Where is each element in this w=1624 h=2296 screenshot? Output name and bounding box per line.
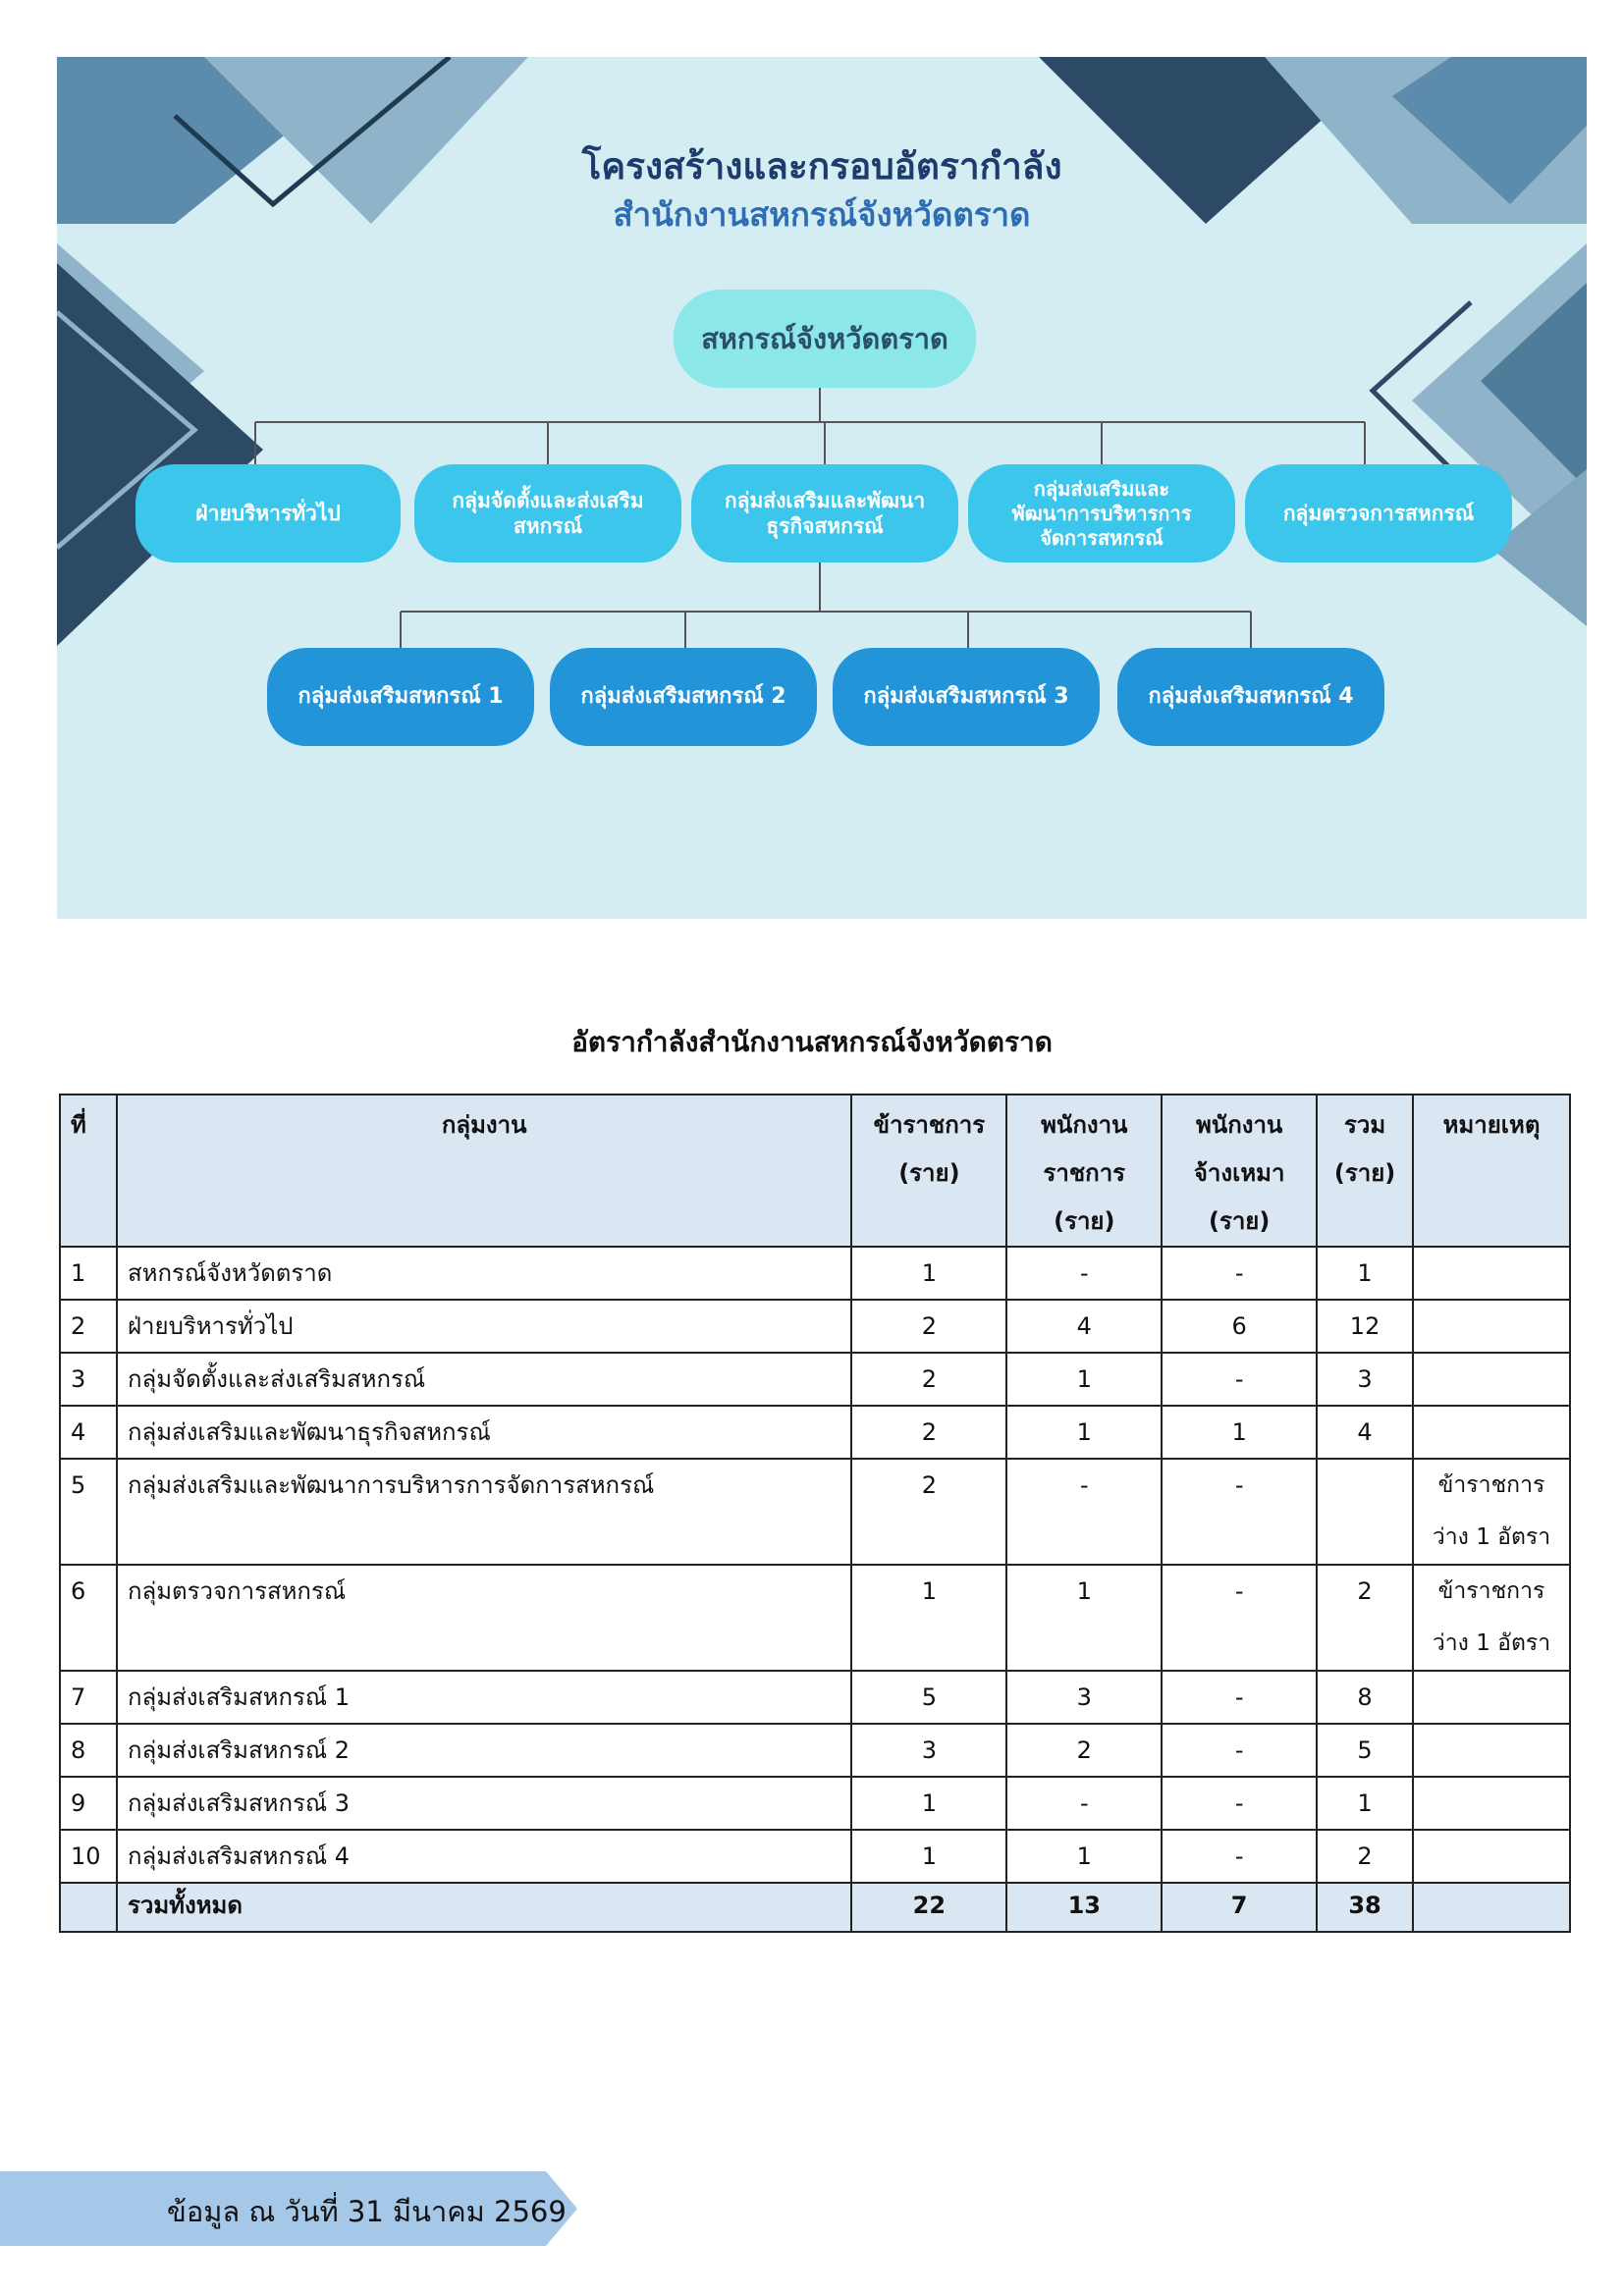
cell-total: 8 [1317,1671,1413,1724]
org-node-promotion-3: กลุ่มส่งเสริมสหกรณ์ 3 [833,648,1100,746]
cell-total: 5 [1317,1724,1413,1777]
cell-total: 12 [1317,1300,1413,1353]
cell-no: 6 [60,1565,117,1671]
cell-contract: - [1162,1830,1317,1883]
cell-contract: - [1162,1353,1317,1406]
cell-total: 4 [1317,1406,1413,1459]
cell-note [1413,1777,1570,1830]
total-note [1413,1883,1570,1932]
header-total: รวม (ราย) [1317,1095,1413,1247]
table-total-row [60,1883,1570,1932]
cell-gov-employees: 4 [1006,1300,1162,1353]
cell-contract: 6 [1162,1300,1317,1353]
cell-officials: 3 [851,1724,1006,1777]
cell-officials: 1 [851,1830,1006,1883]
cell-officials: 2 [851,1353,1006,1406]
table-header-row [60,1095,1570,1247]
cell-group: ฝ่ายบริหารทั่วไป [117,1300,851,1353]
cell-group: กลุ่มส่งเสริมสหกรณ์ 1 [117,1671,851,1724]
cell-no: 7 [60,1671,117,1724]
table-title: อัตรากำลังสำนักงานสหกรณ์จังหวัดตราด [571,1026,1053,1058]
org-node-inspection: กลุ่มตรวจการสหกรณ์ [1245,464,1512,562]
table-row [60,1459,1570,1565]
chart-subtitle: สำนักงานสหกรณ์จังหวัดตราด [613,195,1031,234]
cell-contract: 1 [1162,1406,1317,1459]
cell-no [60,1883,117,1932]
cell-note [1413,1724,1570,1777]
cell-note [1413,1300,1570,1353]
table-row [60,1247,1570,1300]
cell-officials: 1 [851,1247,1006,1300]
cell-total [1317,1459,1413,1565]
cell-officials: 1 [851,1565,1006,1671]
table-row [60,1565,1570,1671]
cell-contract: - [1162,1671,1317,1724]
cell-group: กลุ่มจัดตั้งและส่งเสริมสหกรณ์ [117,1353,851,1406]
org-node-general-admin: ฝ่ายบริหารทั่วไป [135,464,401,562]
cell-no: 5 [60,1459,117,1565]
cell-no: 4 [60,1406,117,1459]
cell-note [1413,1353,1570,1406]
table-row [60,1300,1570,1353]
header-contract: พนักงาน จ้างเหมา (ราย) [1162,1095,1317,1247]
cell-gov-employees: 3 [1006,1671,1162,1724]
cell-contract: - [1162,1724,1317,1777]
cell-officials: 2 [851,1300,1006,1353]
cell-no: 3 [60,1353,117,1406]
cell-officials: 2 [851,1406,1006,1459]
cell-no: 9 [60,1777,117,1830]
cell-officials: 1 [851,1777,1006,1830]
header-gov-employees: พนักงาน ราชการ (ราย) [1006,1095,1162,1247]
cell-note: ข้าราชการ ว่าง 1 อัตรา [1413,1565,1570,1671]
org-node-promotion-2: กลุ่มส่งเสริมสหกรณ์ 2 [550,648,817,746]
cell-total: 2 [1317,1565,1413,1671]
cell-total: 1 [1317,1777,1413,1830]
cell-total: 3 [1317,1353,1413,1406]
table-row [60,1724,1570,1777]
cell-officials: 5 [851,1671,1006,1724]
org-node-establish-promote: กลุ่มจัดตั้งและส่งเสริม สหกรณ์ [414,464,681,562]
table-row [60,1353,1570,1406]
org-node-promotion-1: กลุ่มส่งเสริมสหกรณ์ 1 [267,648,534,746]
table-row [60,1406,1570,1459]
cell-group: กลุ่มส่งเสริมสหกรณ์ 3 [117,1777,851,1830]
cell-gov-employees: - [1006,1247,1162,1300]
staffing-table [59,1094,1571,1933]
cell-gov-employees: 1 [1006,1830,1162,1883]
cell-gov-employees: - [1006,1459,1162,1565]
cell-no: 2 [60,1300,117,1353]
cell-gov-employees: 1 [1006,1565,1162,1671]
table-row [60,1830,1570,1883]
cell-gov-employees: 1 [1006,1406,1162,1459]
data-as-of-date: ข้อมูล ณ วันที่ 31 มีนาคม 2569 [167,2195,567,2228]
total-contract: 7 [1162,1883,1317,1932]
total-total: 38 [1317,1883,1413,1932]
cell-group: กลุ่มส่งเสริมสหกรณ์ 2 [117,1724,851,1777]
org-node-business-dev: กลุ่มส่งเสริมและพัฒนา ธุรกิจสหกรณ์ [691,464,958,562]
cell-gov-employees: 1 [1006,1353,1162,1406]
cell-no: 8 [60,1724,117,1777]
cell-total: 2 [1317,1830,1413,1883]
header-note: หมายเหตุ [1413,1095,1570,1247]
cell-total: 1 [1317,1247,1413,1300]
header-group: กลุ่มงาน [117,1095,851,1247]
org-node-promotion-4: กลุ่มส่งเสริมสหกรณ์ 4 [1117,648,1384,746]
cell-no: 1 [60,1247,117,1300]
cell-group: กลุ่มตรวจการสหกรณ์ [117,1565,851,1671]
cell-note: ข้าราชการ ว่าง 1 อัตรา [1413,1459,1570,1565]
cell-gov-employees: 2 [1006,1724,1162,1777]
cell-contract: - [1162,1777,1317,1830]
header-officials: ข้าราชการ (ราย) [851,1095,1006,1247]
cell-contract: - [1162,1459,1317,1565]
header-no: ที่ [60,1095,117,1247]
cell-note [1413,1830,1570,1883]
cell-contract: - [1162,1247,1317,1300]
cell-officials: 2 [851,1459,1006,1565]
cell-gov-employees: - [1006,1777,1162,1830]
cell-group: กลุ่มส่งเสริมและพัฒนาการบริหารการจัดการสหกรณ์ [117,1459,851,1565]
table-row [60,1671,1570,1724]
cell-note [1413,1671,1570,1724]
total-gov-employees: 13 [1006,1883,1162,1932]
cell-group: กลุ่มส่งเสริมและพัฒนาธุรกิจสหกรณ์ [117,1406,851,1459]
total-officials: 22 [851,1883,1006,1932]
cell-note [1413,1406,1570,1459]
cell-no: 10 [60,1830,117,1883]
cell-contract: - [1162,1565,1317,1671]
cell-group: สหกรณ์จังหวัดตราด [117,1247,851,1300]
chart-title: โครงสร้างและกรอบอัตรากำลัง [581,145,1062,187]
org-chart-banner [57,57,1587,919]
cell-note [1413,1247,1570,1300]
cell-group: กลุ่มส่งเสริมสหกรณ์ 4 [117,1830,851,1883]
org-node-root: สหกรณ์จังหวัดตราด [674,290,976,388]
org-node-management-dev: กลุ่มส่งเสริมและ พัฒนาการบริหารการ จัดการสหกรณ์ [968,464,1235,562]
total-label: รวมทั้งหมด [117,1883,851,1932]
table-row [60,1777,1570,1830]
